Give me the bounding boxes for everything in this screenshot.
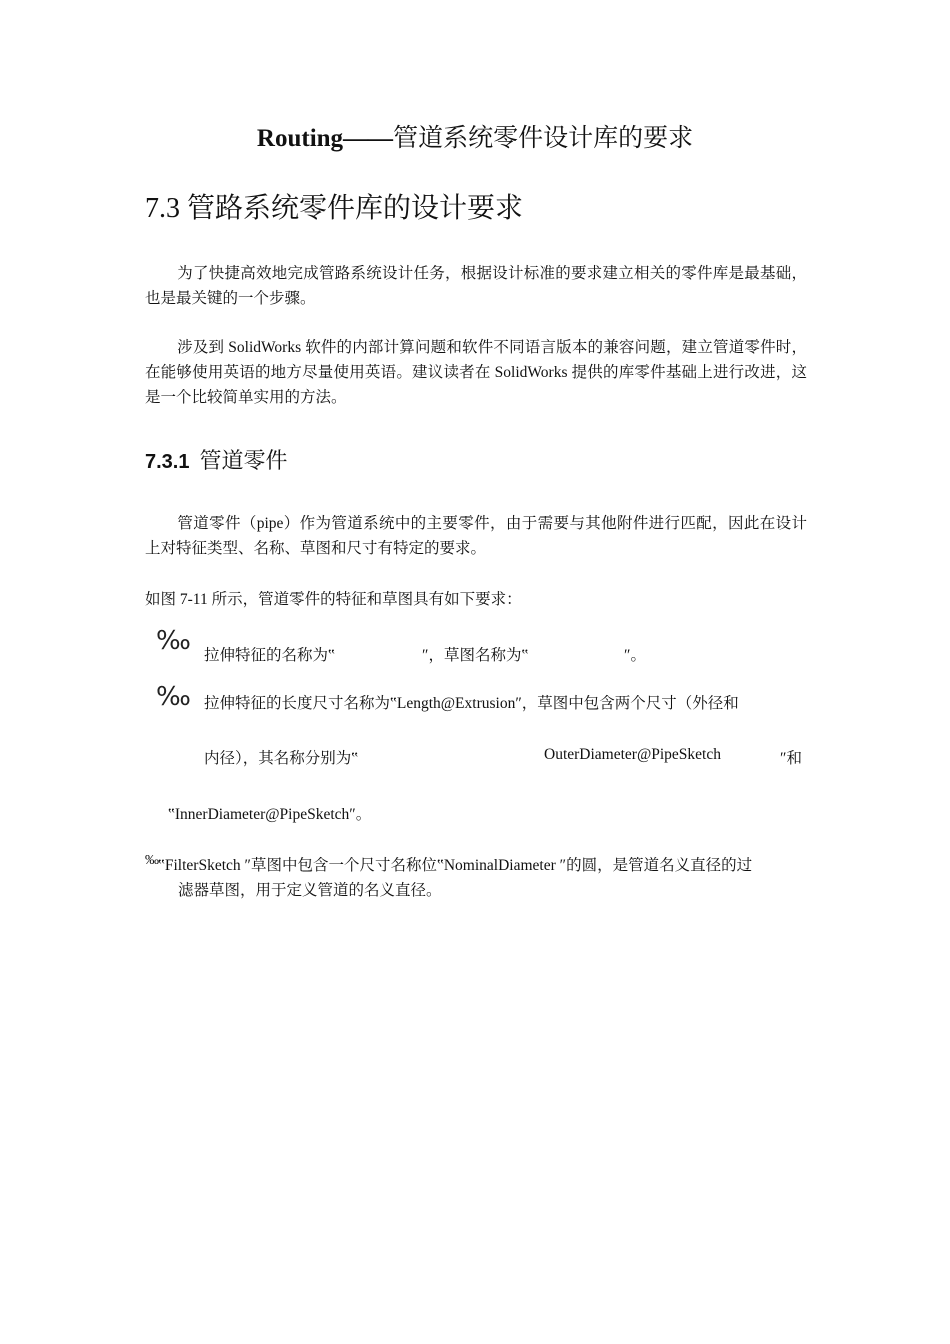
bullet-2-line-1: 拉伸特征的长度尺寸名称为‟Length@Extrusion″，草图中包含两个尺寸（外径和 (204, 695, 739, 712)
bullet-2-line-2-a: 内径），其名称分别为‟ (204, 750, 359, 767)
subsection-heading (145, 444, 288, 475)
bullet-3-mark: ‰ (145, 853, 159, 868)
paragraph-1-text: 为了快捷高效地完成管路系统设计任务，根据设计标准的要求建立相关的零件库是最基础，也是最关键的一个步骤。 (145, 265, 807, 307)
document-title-bold: Routing—— (256, 125, 394, 152)
document-title-rest: 管道系统零件设计库的要求 (393, 125, 694, 152)
figure-intro: 如图 7-11 所示，管道零件的特征和草图具有如下要求： (145, 591, 522, 608)
document-title (0, 118, 950, 154)
bullet-2-line-3: ‟InnerDiameter@PipeSketch″。 (168, 806, 372, 823)
bullet-1-part-a: 拉伸特征的名称为‟ (204, 647, 335, 664)
bullet-2-mark: ‰ (156, 682, 191, 712)
bullet-1-part-c: ″。 (624, 647, 646, 664)
bullet-3-line-2: 滤器草图，用于定义管道的名义直径。 (178, 882, 442, 899)
paragraph-2-text: 涉及到 SolidWorks 软件的内部计算问题和软件不同语言版本的兼容问题，建立管道零件时，在能够使用英语的地方尽量使用英语。建议读者在 SolidWorks 提供的库零件基础上进行改进，这是一个比较简单实用的方法。 (145, 339, 807, 406)
paragraph-3 (145, 511, 807, 561)
bullet-2-line-2-c: ″和 (780, 750, 802, 767)
paragraph-3-text: 管道零件（pipe）作为管道系统中的主要零件，由于需要与其他附件进行匹配，因此在设计上对特征类型、名称、草图和尺寸有特定的要求。 (145, 515, 807, 557)
bullet-3-line-1: ‟FilterSketch ″草图中包含一个尺寸名称位‟NominalDiameter ″的圆，是管道名义直径的过 (158, 857, 753, 874)
paragraph-2 (145, 335, 807, 410)
subsection-number: 7.3.1 (145, 451, 190, 473)
section-heading: 7.3 管路系统零件库的设计要求 (145, 193, 524, 224)
bullet-1-mark: ‰ (156, 626, 191, 656)
subsection-title: 管道零件 (199, 448, 288, 473)
bullet-2-line-2-b: OuterDiameter@PipeSketch (544, 746, 721, 763)
paragraph-1 (145, 261, 807, 311)
bullet-1-part-b: ″，草图名称为‟ (422, 647, 529, 664)
